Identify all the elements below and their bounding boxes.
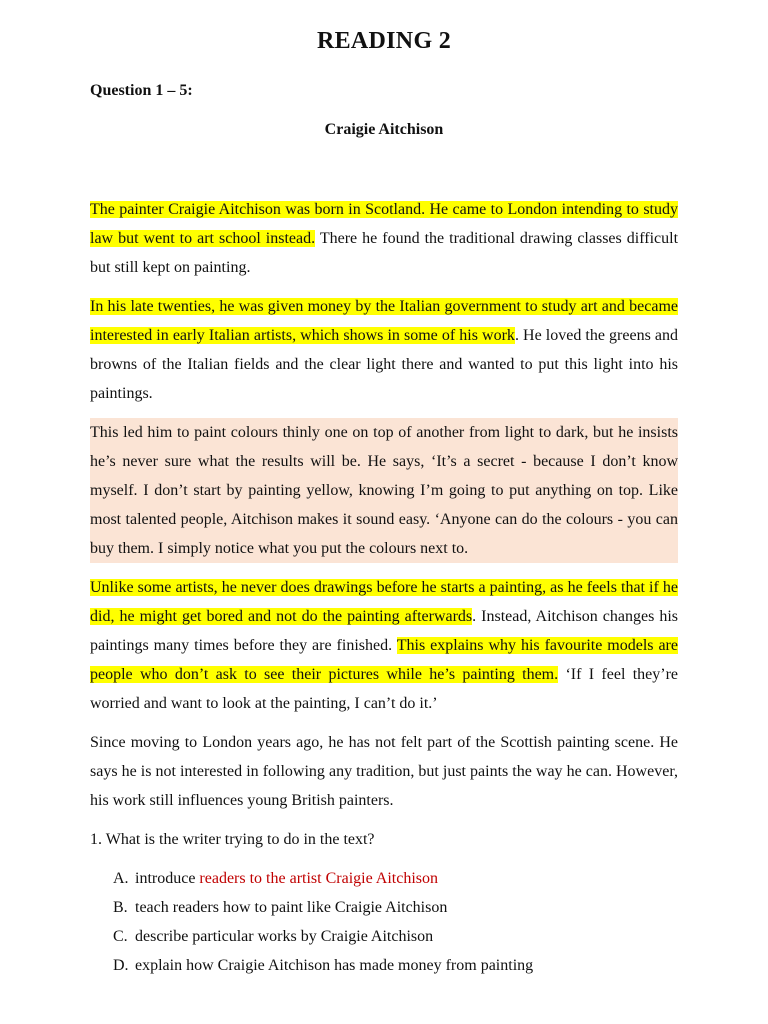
option-b[interactable] <box>113 893 678 922</box>
paragraph-3 <box>90 418 678 563</box>
paragraph-4 <box>90 573 678 718</box>
option-letter: A. <box>113 870 129 887</box>
option-text: explain how Craigie Aitchison has made money from painting <box>135 957 534 974</box>
document-title: READING 2 <box>316 28 452 54</box>
paragraph-segment: Since moving to London years ago, he has not felt part of the Scottish painting scene. He says he is not interested in following any tradition, but just paints the way he can. However, his work still influences young British painters. <box>90 734 678 809</box>
passage-body <box>90 195 678 980</box>
paragraph-segment: . He loved the greens and browns of the Italian fields and the clear light there and wanted to put this light into his paintings. <box>90 327 679 402</box>
paragraph-segment: The painter Craigie Aitchison was born in Scotland. He came to London intending to study law but went to art school instead. <box>90 201 678 247</box>
paragraph-segment: There he found the traditional drawing classes difficult but still kept on painting. <box>90 230 679 276</box>
paragraph-segment: This led him to paint colours thinly one on top of another from light to dark, but he insists he’s never sure what the results will be. He says, ‘It’s a secret - because I don’t know myself. I don’t start by painting yellow, knowing I’m going to put anything on top. Like most talented people, Aitchison makes it sound easy. ‘Anyone can do the colours - you can buy them. I simply notice what you put the colours next to. <box>90 424 678 557</box>
option-text: teach readers how to paint like Craigie Aitchison <box>135 899 448 916</box>
option-a[interactable] <box>113 864 678 893</box>
question-range-label: Question 1 – 5: <box>90 82 193 99</box>
option-segment: introduce <box>135 870 200 887</box>
question-1: 1. What is the writer trying to do in the text? <box>90 831 375 848</box>
option-letter: B. <box>113 899 128 916</box>
paragraph-5 <box>90 728 678 815</box>
answer-options <box>90 864 678 980</box>
paragraph-segment: . Instead, Aitchison changes his paintings many times before they are finished. <box>90 608 678 654</box>
option-text: describe particular works by Craigie Aitchison <box>135 928 434 945</box>
option-segment-highlighted: readers to the artist Craigie Aitchison <box>199 870 439 887</box>
option-c[interactable] <box>113 922 678 951</box>
option-letter: C. <box>113 928 128 945</box>
option-d[interactable] <box>113 951 678 980</box>
option-letter: D. <box>113 957 129 974</box>
paragraph-2 <box>90 292 678 408</box>
paragraph-segment: In his late twenties, he was given money by the Italian government to study art and became interested in early Italian artists, which shows in some of his work <box>90 298 678 344</box>
paragraph-1 <box>90 195 678 282</box>
passage-title: Craigie Aitchison <box>324 121 444 138</box>
paragraph-segment: ‘If I feel they’re worried and want to look at the painting, I can’t do it.’ <box>90 666 679 712</box>
option-text <box>135 864 438 893</box>
paragraph-segment: Unlike some artists, he never does drawings before he starts a painting, as he feels that if he did, he might get bored and not do the painting afterwards <box>90 579 678 625</box>
paragraph-segment: This explains why his favourite models are people who don’t ask to see their pictures while he’s painting them. <box>90 637 678 683</box>
